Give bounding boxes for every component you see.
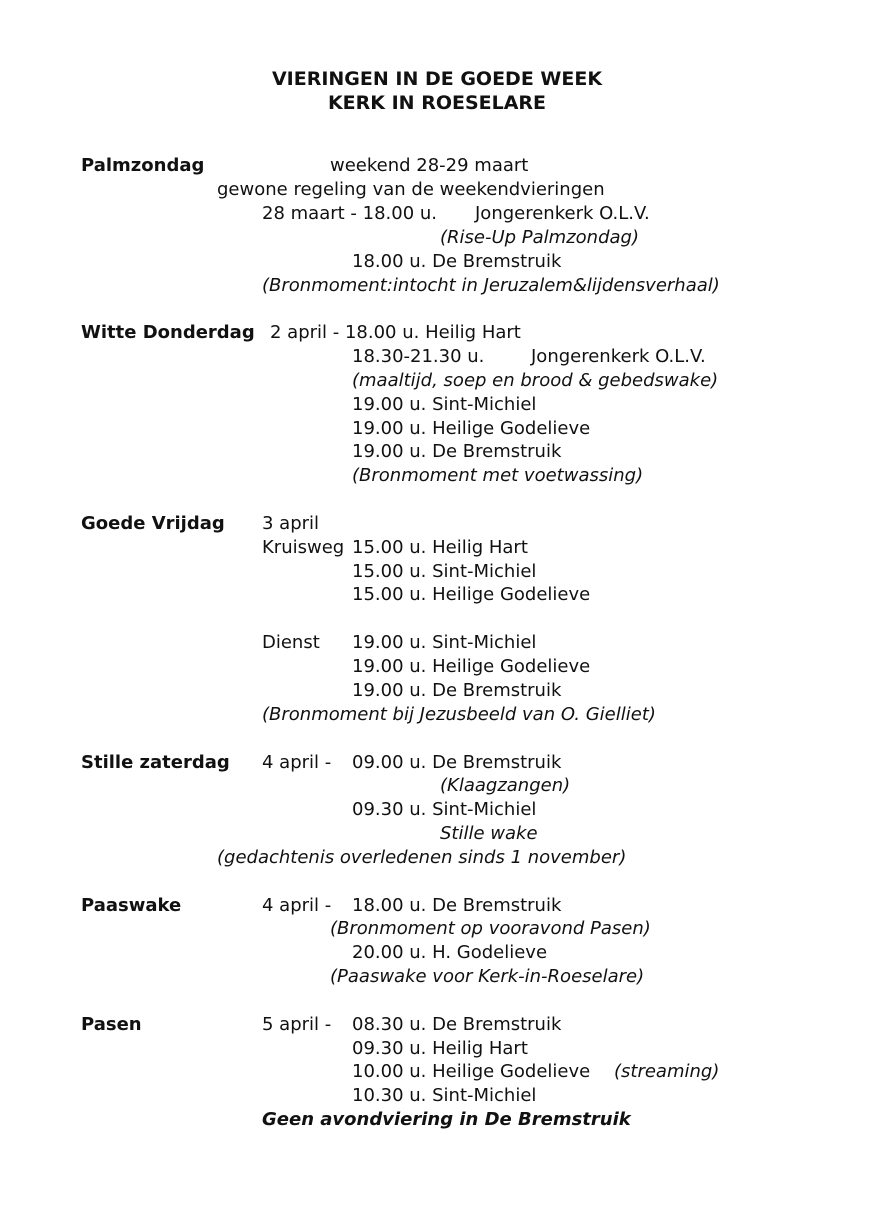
palmzondag-note-2: (Bronmoment:intocht in Jeruzalem&lijdensverhaal) — [262, 275, 720, 296]
day-label-paaswake: Paaswake — [81, 895, 182, 916]
palmzondag-date: weekend 28-29 maart — [330, 155, 529, 176]
stille-zaterdag-service-1: 09.00 u. De Bremstruik — [352, 752, 562, 773]
goede-vrijdag-date: 3 april — [262, 513, 320, 534]
dienst-label: Dienst — [262, 632, 320, 653]
pasen-note-3: (streaming) — [614, 1061, 720, 1082]
pasen-service-4: 10.30 u. Sint-Michiel — [352, 1085, 537, 1106]
witte-donderdag-time-2: 18.30-21.30 u. — [352, 346, 485, 367]
witte-donderdag-service-4: 19.00 u. Heilige Godelieve — [352, 418, 591, 439]
stille-zaterdag-note-1: (Klaagzangen) — [440, 775, 571, 796]
witte-donderdag-service-5: 19.00 u. De Bremstruik — [352, 441, 562, 462]
paaswake-note-1: (Bronmoment op vooravond Pasen) — [330, 918, 651, 939]
paaswake-date: 4 april - — [262, 895, 332, 916]
day-label-pasen: Pasen — [81, 1014, 142, 1035]
witte-donderdag-service-1: 2 april - 18.00 u. Heilig Hart — [270, 322, 521, 343]
palmzondag-service-2: 18.00 u. De Bremstruik — [352, 251, 562, 272]
palmzondag-time-1: 28 maart - 18.00 u. — [262, 203, 437, 224]
day-label-goede-vrijdag: Goede Vrijdag — [81, 513, 225, 534]
pasen-service-2: 09.30 u. Heilig Hart — [352, 1038, 528, 1059]
stille-zaterdag-note-3: (gedachtenis overledenen sinds 1 november) — [217, 847, 627, 868]
stille-zaterdag-note-2: Stille wake — [440, 823, 538, 844]
dienst-note-3: (Bronmoment bij Jezusbeeld van O. Gielliet) — [262, 704, 656, 725]
kruisweg-service-1: 15.00 u. Heilig Hart — [352, 537, 528, 558]
palmzondag-place-1: Jongerenkerk O.L.V. — [475, 203, 650, 224]
day-label-stille-zaterdag: Stille zaterdag — [81, 752, 230, 773]
pasen-date: 5 april - — [262, 1014, 332, 1035]
page-subtitle: KERK IN ROESELARE — [327, 92, 547, 114]
stille-zaterdag-service-2: 09.30 u. Sint-Michiel — [352, 799, 537, 820]
kruisweg-label: Kruisweg — [262, 537, 345, 558]
day-label-witte-donderdag: Witte Donderdag — [81, 322, 255, 343]
dienst-service-2: 19.00 u. Heilige Godelieve — [352, 656, 591, 677]
paaswake-note-2: (Paaswake voor Kerk-in-Roeselare) — [330, 966, 645, 987]
dienst-service-3: 19.00 u. De Bremstruik — [352, 680, 562, 701]
pasen-service-3: 10.00 u. Heilige Godelieve — [352, 1061, 591, 1082]
day-label-palmzondag: Palmzondag — [81, 155, 205, 176]
palmzondag-regeling: gewone regeling van de weekendvieringen — [217, 179, 605, 200]
paaswake-service-1: 18.00 u. De Bremstruik — [352, 895, 562, 916]
palmzondag-note-1: (Rise-Up Palmzondag) — [440, 227, 639, 248]
kruisweg-service-2: 15.00 u. Sint-Michiel — [352, 561, 537, 582]
page-title: VIERINGEN IN DE GOEDE WEEK — [271, 68, 603, 90]
pasen-service-1: 08.30 u. De Bremstruik — [352, 1014, 562, 1035]
witte-donderdag-note-2: (maaltijd, soep en brood & gebedswake) — [352, 370, 719, 391]
witte-donderdag-service-3: 19.00 u. Sint-Michiel — [352, 394, 537, 415]
pasen-footer: Geen avondviering in De Bremstruik — [262, 1109, 631, 1130]
witte-donderdag-note-5: (Bronmoment met voetwassing) — [352, 465, 644, 486]
dienst-service-1: 19.00 u. Sint-Michiel — [352, 632, 537, 653]
witte-donderdag-place-2: Jongerenkerk O.L.V. — [531, 346, 706, 367]
stille-zaterdag-date: 4 april - — [262, 752, 332, 773]
paaswake-service-2: 20.00 u. H. Godelieve — [352, 942, 548, 963]
kruisweg-service-3: 15.00 u. Heilige Godelieve — [352, 584, 591, 605]
